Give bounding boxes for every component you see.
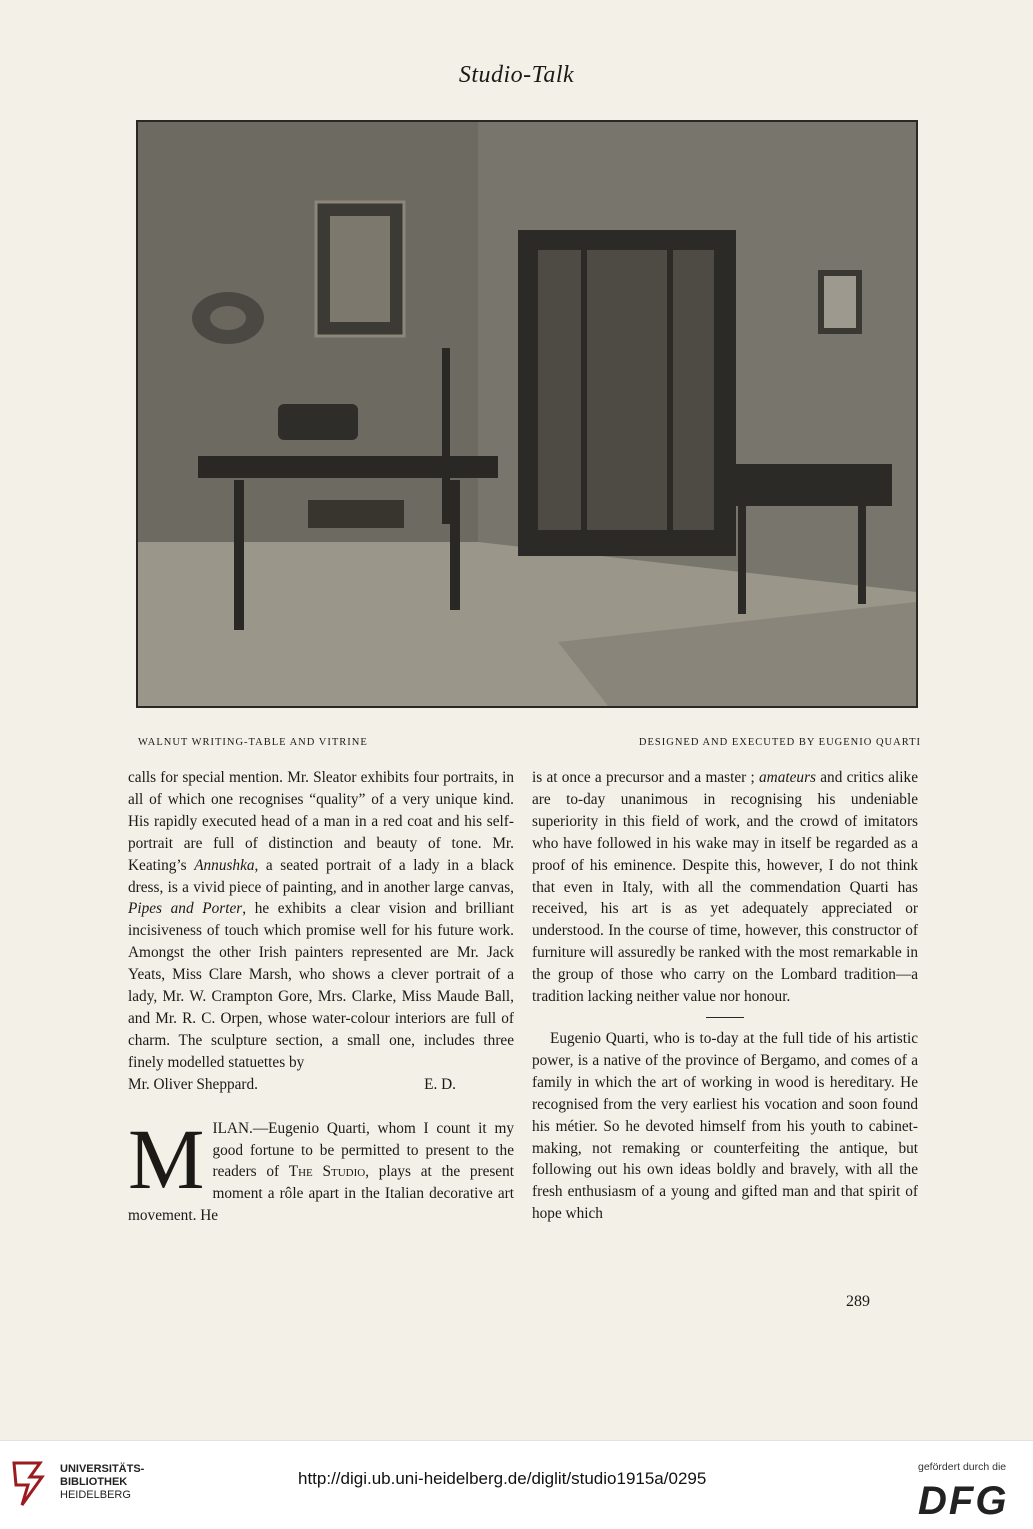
author-signoff [128, 1074, 514, 1096]
text-run: is at once a precursor and a master ; [532, 769, 760, 786]
text-run: calls for special mention. Mr. Sleator exhibits four portraits, in all of which one recognises “quality” of a very unique kind. His rapidly executed head of a man in a red coat and his self-portrait are full of distinction and beauty of tone. Mr. Keating’s [128, 769, 514, 874]
text-run: Mr. Oliver Sheppard. [128, 1075, 259, 1093]
viewer-footer [0, 1440, 1033, 1529]
furniture-photo-illustration [138, 122, 916, 706]
library-logo-icon[interactable] [10, 1457, 50, 1509]
library-name-line: BIBLIOTHEK [60, 1476, 128, 1488]
text-run: ILAN.—Eugenio Quarti, whom I count it my good fortune to be permitted to present to the readers of [212, 1119, 514, 1181]
milan-paragraph [128, 1110, 514, 1228]
figure-caption-right: DESIGNED AND EXECUTED BY EUGENIO QUARTI [638, 737, 921, 748]
text-run: , a seated portrait of a lady in a black dress, is a vivid piece of painting, and in another large canvas, [128, 856, 514, 896]
section-divider [706, 1017, 744, 1018]
running-header: Studio-Talk [458, 62, 575, 88]
drop-cap: M [128, 1110, 205, 1207]
document-url-link[interactable]: http://digi.ub.uni-heidelberg.de/diglit/studio1915a/0295 [298, 1469, 707, 1488]
text-run: and critics alike are to-day unanimous in recognising his undeniable superiority in this field of work, and the crowd of imitators who have followed in his wake may in itself be regarded as a proof of his eminence. Despite this, however, I do not think that even in Italy, with all the commendation Quarti has received, his art is as yet adequately appreciated or understood. In the course of time, however, this constructor of furniture will assuredly be ranked with the most remarkable in the group of those who carry on the Lombard tradition—a tradition lacking neither value nor honour. [532, 769, 918, 1006]
furniture-photograph [136, 120, 918, 708]
right-paragraph-1 [532, 767, 918, 1008]
library-name-line: UNIVERSITÄTS- [60, 1463, 145, 1475]
left-column [128, 767, 514, 1227]
text-run: , plays at the present moment a rôle apart in the Italian decorative art movement. He [128, 1163, 514, 1225]
title-annushka: Annushka [194, 856, 255, 874]
right-paragraph-2: Eugenio Quarti, who is to-day at the full tide of his artistic power, is a native of the province of Bergamo, and comes of a family in which the art of working in wood is hereditary. He recognised from the very earliest his vocation and soon found his métier. So he devoted himself from his youth to cabinet-making, not remaking or counterfeiting the antique, but following out his own ideas boldly and bravely, with all the fresh enthusiasm of a young and gifted man and that spirit of hope which [532, 1029, 918, 1223]
left-paragraph-1 [128, 767, 514, 1074]
italic-amateurs: amateurs [759, 769, 816, 786]
right-column [532, 767, 918, 1225]
dfg-logo[interactable]: DFG [918, 1479, 1009, 1523]
library-name[interactable] [60, 1463, 144, 1502]
text-run: , he exhibits a clear vision and brilliant incisiveness of touch which promise well for his future work. Amongst the other Irish painters represented are Mr. Jack Yeats, Miss Clare Marsh, who shows a clever portrait of a lady, Mr. W. Crampton Gore, Mrs. Clarke, Miss Maude Ball, and Mr. R. C. Orpen, whose water-colour interiors are full of charm. The sculpture section, a small one, includes three finely modelled statuettes by [128, 900, 514, 1071]
title-pipes-and-porter: Pipes and Porter [128, 900, 243, 918]
magazine-name: The Studio [288, 1163, 366, 1181]
library-name-line: HEIDELBERG [60, 1489, 131, 1501]
figure-caption-left: WALNUT WRITING-TABLE AND VITRINE [138, 737, 368, 748]
author-initials: E. D. [424, 1075, 456, 1093]
page-number: 289 [846, 1293, 870, 1310]
funding-note: gefördert durch die [918, 1461, 1007, 1473]
